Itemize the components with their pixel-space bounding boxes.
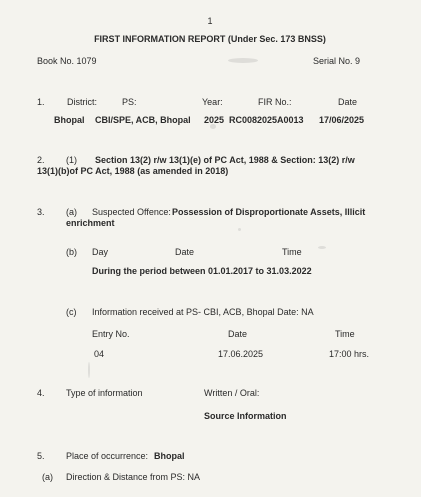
section-3b-label: (b) — [66, 247, 77, 257]
written-oral-label: Written / Oral: — [204, 388, 260, 398]
fir-number-label: FIR No.: — [258, 97, 292, 107]
district-label: District: — [67, 97, 97, 107]
entry-number-value: 04 — [94, 349, 105, 359]
direction-distance: Direction & Distance from PS: NA — [66, 472, 201, 482]
document-title: FIRST INFORMATION REPORT (Under Sec. 173 BNSS) — [94, 34, 326, 44]
section-4-number: 4. — [37, 388, 45, 398]
place-of-occurrence-label: Place of occurrence: — [66, 451, 149, 461]
suspected-offence-label: Suspected Offence: — [92, 207, 171, 217]
entry-date-value: 17.06.2025 — [218, 349, 264, 359]
page-number: 1 — [207, 16, 213, 26]
suspected-offence-line-2: enrichment — [66, 218, 115, 228]
information-type-value: Source Information — [204, 411, 287, 421]
section-3-number: 3. — [37, 207, 45, 217]
day-label: Day — [92, 247, 109, 257]
ps-label: PS: — [122, 97, 137, 107]
sections-line-1: Section 13(2) r/w 13(1)(e) of PC Act, 1988 & Section: 13(2) r/w — [95, 155, 355, 165]
book-number: Book No. 1079 — [37, 56, 97, 66]
year-label: Year: — [202, 97, 223, 107]
date-value: 17/06/2025 — [319, 115, 365, 125]
sections-line-2: 13(1)(b)of PC Act, 1988 (as amended in 2018) — [37, 166, 229, 176]
section-5a-label: (a) — [42, 472, 53, 482]
entry-number-label: Entry No. — [92, 329, 130, 339]
section-3a-label: (a) — [66, 207, 77, 217]
occurrence-date-label: Date — [175, 247, 195, 257]
scan-smudge — [88, 362, 90, 378]
section-3c-label: (c) — [66, 307, 77, 317]
information-type-label: Type of information — [66, 388, 143, 398]
scan-smudge — [318, 246, 326, 249]
year-value: 2025 — [204, 115, 225, 125]
entry-time-label: Time — [335, 329, 355, 339]
date-label: Date — [338, 97, 358, 107]
ps-value: CBI/SPE, ACB, Bhopal — [95, 115, 191, 125]
district-value: Bhopal — [54, 115, 85, 125]
occurrence-period: During the period between 01.01.2017 to 31.03.2022 — [92, 266, 312, 276]
suspected-offence-line-1: Possession of Disproportionate Assets, Illicit — [172, 207, 366, 217]
section-2-number: 2. — [37, 155, 45, 165]
serial-number: Serial No. 9 — [312, 56, 360, 66]
entry-time-value: 17:00 hrs. — [329, 349, 370, 359]
scan-smudge — [238, 228, 241, 231]
information-received: Information received at PS- CBI, ACB, Bhopal Date: NA — [92, 307, 314, 317]
occurrence-time-label: Time — [282, 247, 302, 257]
section-5-number: 5. — [37, 451, 45, 461]
fir-number-value: RC0082025A0013 — [229, 115, 304, 125]
entry-date-label: Date — [228, 329, 248, 339]
section-1-number: 1. — [37, 97, 45, 107]
section-2-sub: (1) — [66, 155, 77, 165]
place-of-occurrence-value: Bhopal — [154, 451, 185, 461]
